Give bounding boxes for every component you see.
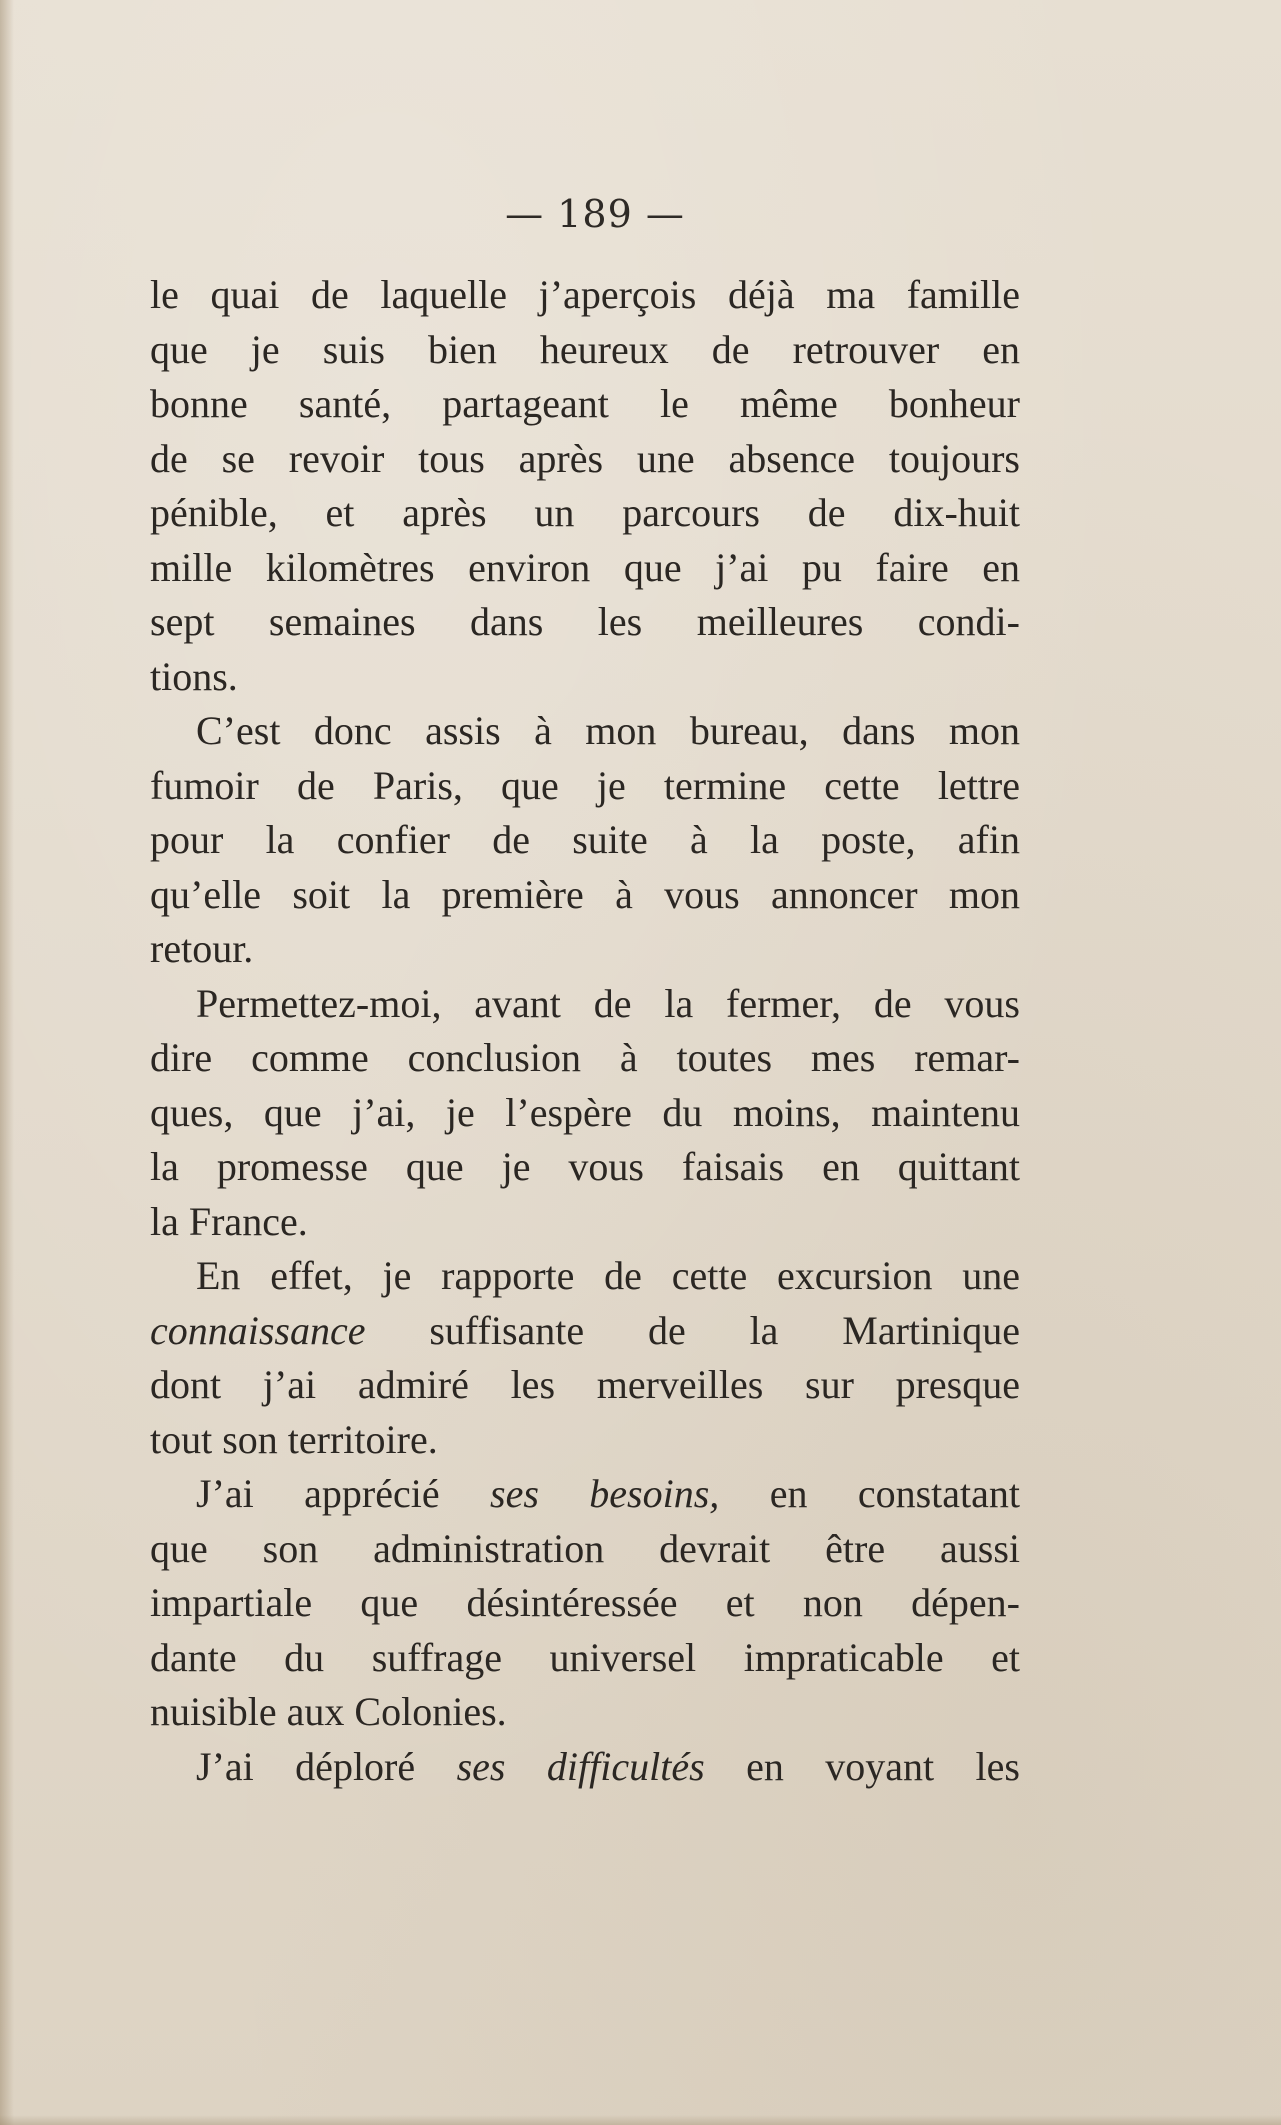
text-segment: la France. — [150, 1198, 308, 1244]
text-line — [150, 977, 1020, 1032]
body-text — [150, 268, 1020, 1794]
text-line — [150, 868, 1020, 923]
text-segment: En effet, je rapporte de cette excursion une — [196, 1253, 1020, 1298]
text-segment: la promesse que je vous faisais en quittant — [150, 1144, 1020, 1189]
text-segment: en voyant les — [704, 1743, 1020, 1789]
italic-text: ses besoins, — [490, 1471, 720, 1516]
text-line — [150, 1086, 1020, 1141]
text-segment: dont j’ai admiré les merveilles sur presque — [150, 1362, 1020, 1407]
text-line — [150, 268, 1020, 323]
text-segment: ques, que j’ai, je l’espère du moins, maintenu — [150, 1089, 1020, 1135]
text-segment: suffisante de la Martinique — [365, 1307, 1020, 1353]
italic-text: connaissance — [150, 1307, 366, 1353]
text-segment: pénible, et après un parcours de dix-huit — [150, 490, 1020, 535]
text-line — [150, 377, 1020, 432]
text-segment: le quai de laquelle j’aperçois déjà ma famille — [150, 272, 1020, 317]
text-segment: qu’elle soit la première à vous annoncer mon — [150, 871, 1020, 917]
text-segment: pour la confier de suite à la poste, afin — [150, 817, 1020, 862]
text-segment: mille kilomètres environ que j’ai pu faire en — [150, 544, 1020, 590]
text-line — [150, 1467, 1020, 1522]
text-segment: nuisible aux Colonies. — [150, 1689, 507, 1734]
text-line — [150, 1631, 1020, 1686]
text-line — [150, 922, 1020, 977]
text-segment: que je suis bien heureux de retrouver en — [150, 326, 1020, 372]
text-segment: que son administration devrait être aussi — [150, 1525, 1020, 1571]
text-segment: J’ai apprécié — [196, 1471, 490, 1516]
text-line — [150, 813, 1020, 868]
text-line — [150, 1358, 1020, 1413]
text-line — [150, 1140, 1020, 1195]
text-segment: J’ai déploré — [196, 1743, 457, 1789]
text-line — [150, 1249, 1020, 1304]
text-segment: en constatant — [719, 1471, 1020, 1516]
text-segment: tions. — [150, 653, 238, 699]
text-line — [150, 1195, 1020, 1250]
text-line — [150, 1740, 1020, 1795]
text-line — [150, 432, 1020, 487]
text-segment: impartiale que désintéressée et non dépen- — [150, 1580, 1020, 1625]
text-segment: de se revoir tous après une absence toujours — [150, 435, 1020, 481]
text-segment: tout son territoire. — [150, 1416, 438, 1462]
text-line — [150, 323, 1020, 378]
text-segment: fumoir de Paris, que je termine cette lettre — [150, 762, 1020, 808]
text-segment: dante du suffrage universel impraticable et — [150, 1634, 1020, 1680]
text-line — [150, 759, 1020, 814]
page-number: — 189 — — [505, 192, 685, 236]
text-line — [150, 1413, 1020, 1468]
text-segment: bonne santé, partageant le même bonheur — [150, 381, 1020, 426]
text-line — [150, 650, 1020, 705]
text-segment: sept semaines dans les meilleures condi- — [150, 599, 1020, 644]
text-segment: Permettez-moi, avant de la fermer, de vous — [196, 980, 1020, 1026]
text-line — [150, 595, 1020, 650]
text-line — [150, 1685, 1020, 1740]
text-line — [150, 1522, 1020, 1577]
text-line — [150, 486, 1020, 541]
text-line — [150, 541, 1020, 596]
text-line — [150, 1304, 1020, 1359]
text-segment: dire comme conclusion à toutes mes remar- — [150, 1035, 1020, 1080]
text-segment: C’est donc assis à mon bureau, dans mon — [196, 708, 1020, 753]
text-line — [150, 704, 1020, 759]
text-line — [150, 1576, 1020, 1631]
text-segment: retour. — [150, 926, 254, 971]
text-line — [150, 1031, 1020, 1086]
italic-text: ses difficultés — [456, 1743, 705, 1789]
